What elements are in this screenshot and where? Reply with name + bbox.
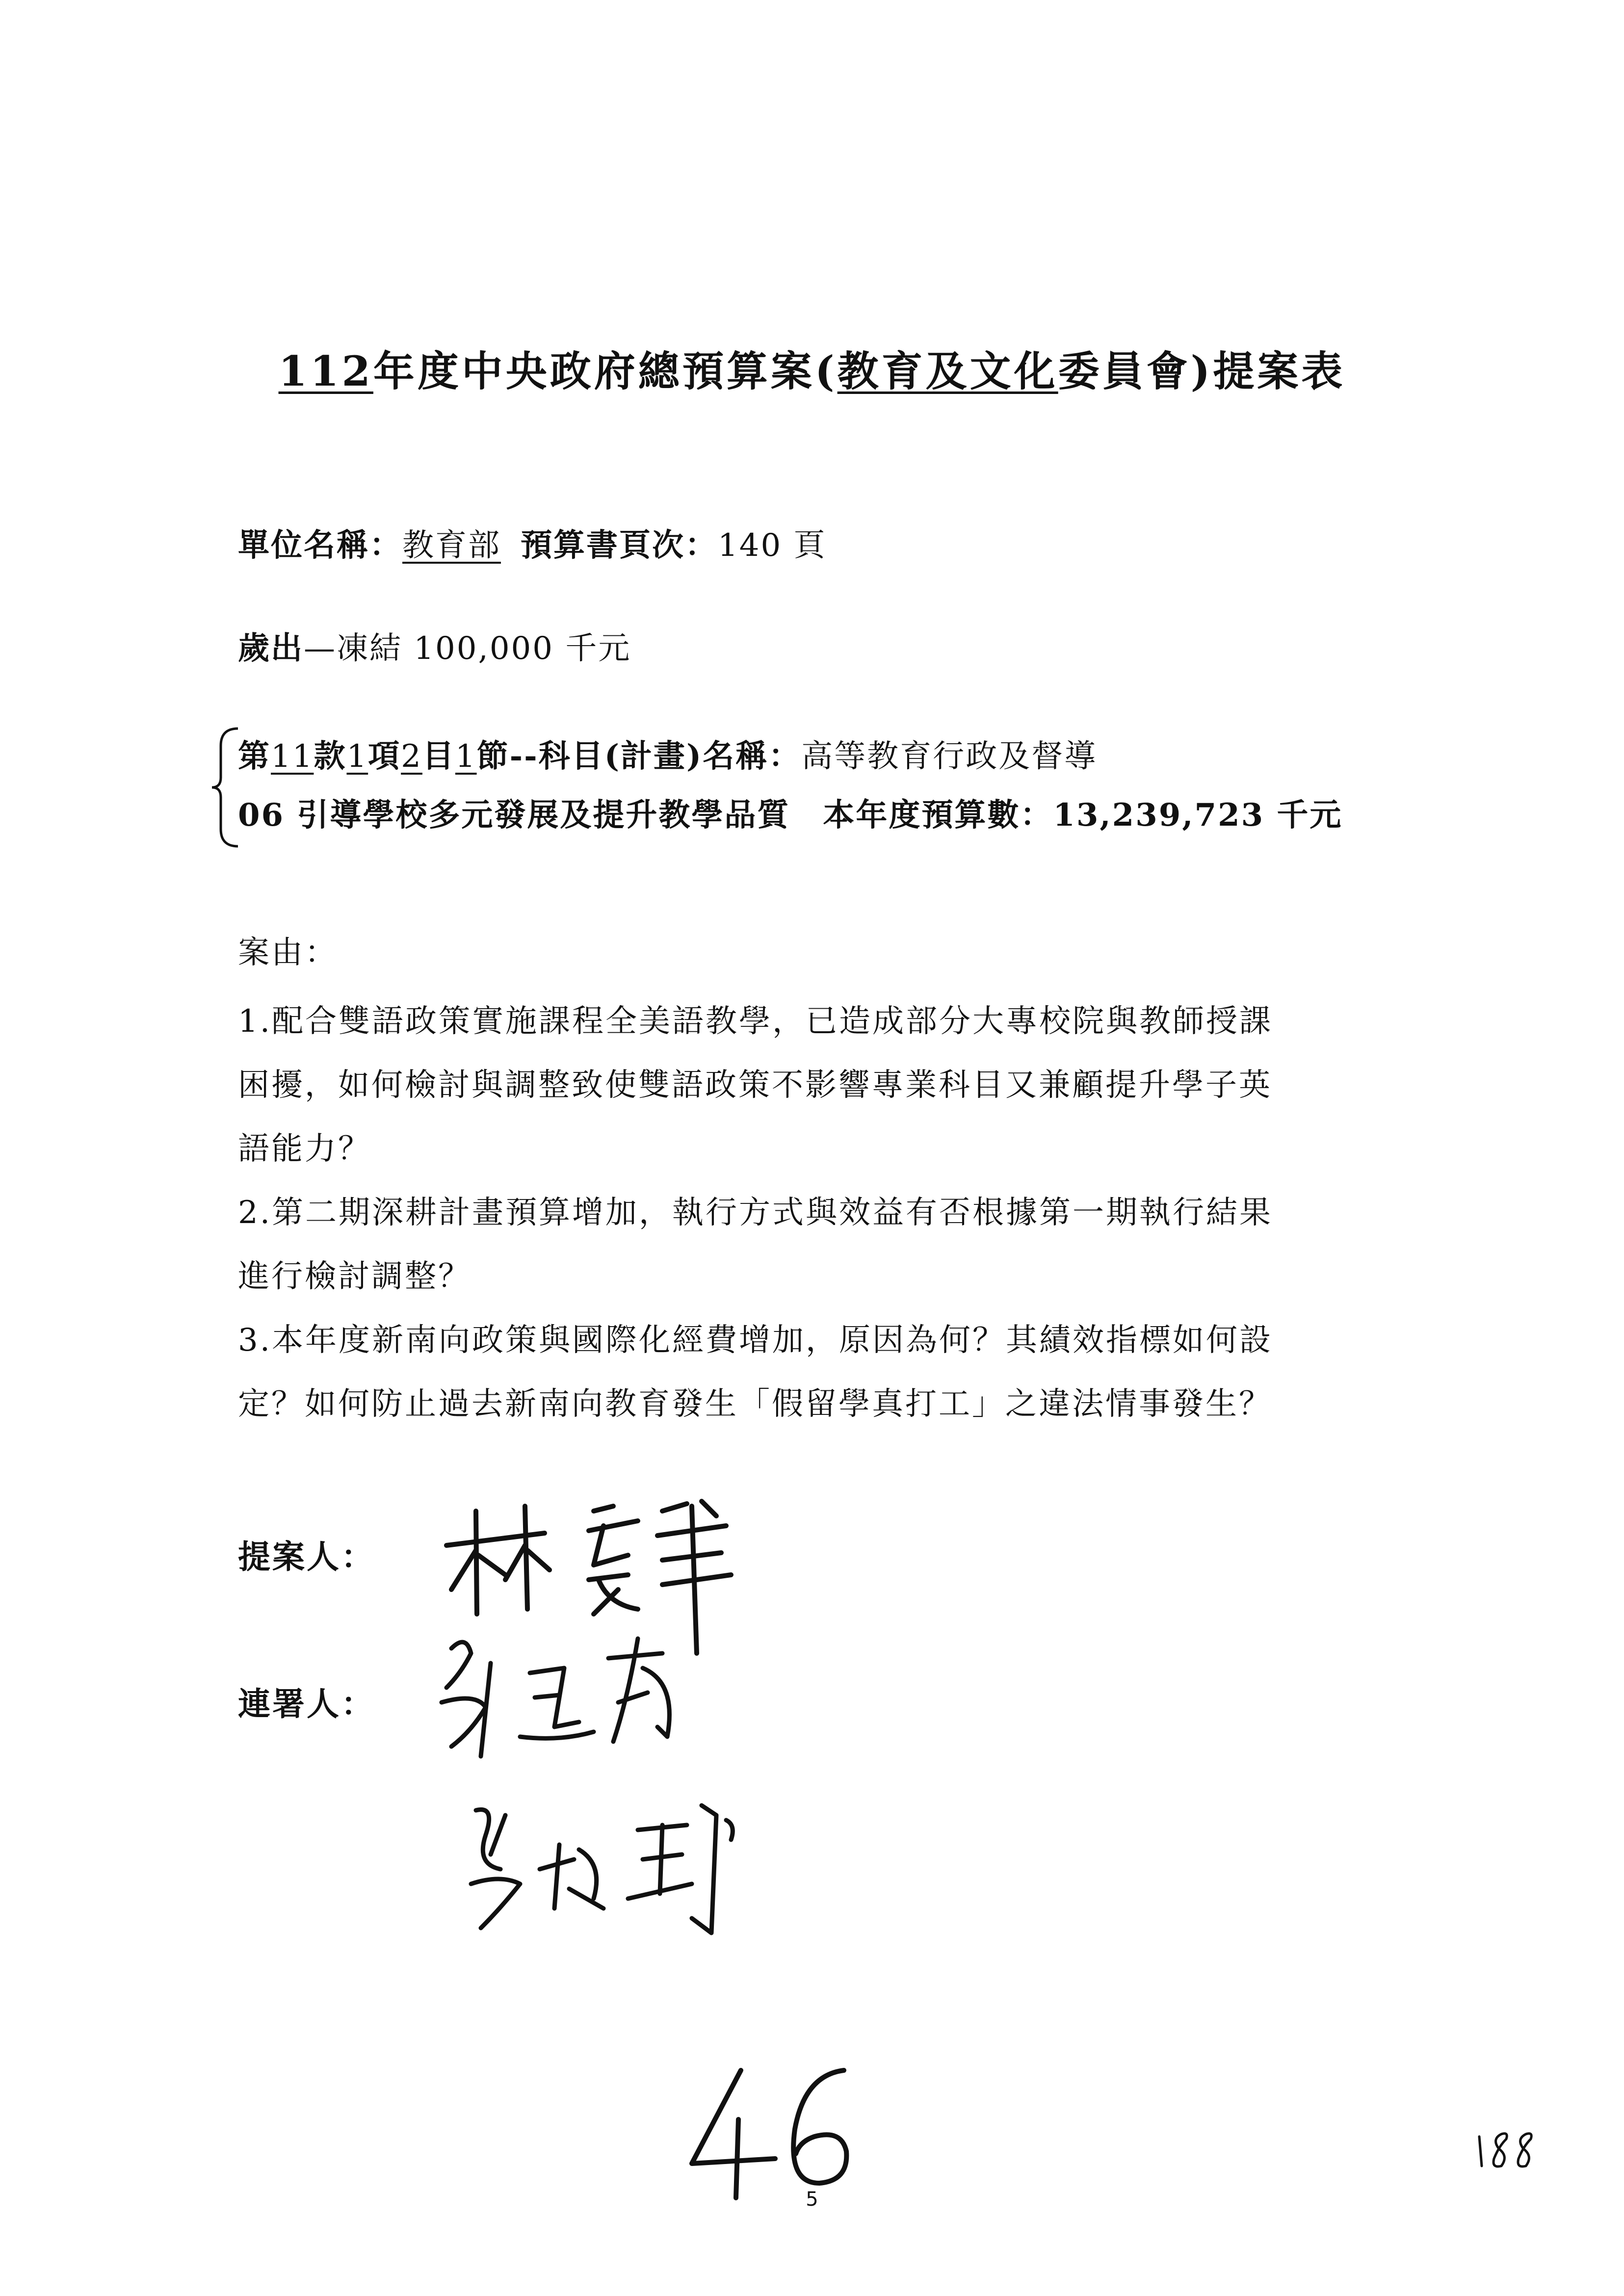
mu-number: 2	[401, 738, 422, 775]
reason-line: 2.第二期深耕計畫預算增加，執行方式與效益有否根據第一期執行結果	[238, 1195, 1273, 1231]
xiang-suffix: 項	[368, 738, 401, 775]
cosigner-label: 連署人：	[238, 1685, 375, 1723]
title-pre: 年度中央政府總預算案(	[373, 347, 838, 395]
cosigner-signature-1	[432, 1619, 697, 1766]
expenditure-text: —凍結 100,000 千元	[304, 630, 631, 667]
expenditure-line	[238, 623, 631, 668]
cosigner-signature-2	[456, 1786, 760, 1948]
proposer-label: 提案人：	[238, 1538, 375, 1576]
mu-suffix: 目	[422, 738, 455, 775]
reason-line: 定？如何防止過去新南向教育發生「假留學真打工」之違法情事發生？	[238, 1386, 1272, 1422]
handwritten-number	[682, 2056, 868, 2203]
reason-label: 案由：	[238, 935, 338, 971]
reason-line: 困擾，如何檢討與調整致使雙語政策不影響專業科目又兼顧提升學子英	[238, 1067, 1272, 1103]
form-title	[0, 339, 1624, 398]
kuan-suffix: 款	[314, 738, 347, 775]
left-brace	[211, 726, 240, 849]
kuan-number: 11	[271, 738, 314, 775]
page-number: 5	[806, 2188, 818, 2211]
subject-name: 高等教育行政及督導	[801, 738, 1098, 775]
title-year: 112	[278, 347, 373, 395]
item-line-2: 06 引導學校多元發展及提升教學品質 本年度預算數：13,239,723 千元	[238, 797, 1343, 834]
page-label: 預算書頁次：	[521, 527, 718, 564]
reason-line: 3.本年度新南向政策與國際化經費增加，原因為何？其績效指標如何設	[238, 1322, 1273, 1358]
reason-line: 1.配合雙語政策實施課程全美語教學，已造成部分大專校院與教師授課	[238, 1003, 1273, 1040]
jie-suffix: 節--科目(計畫)名稱：	[476, 738, 802, 775]
xiang-number: 1	[346, 738, 368, 775]
title-post: 委員會)提案表	[1058, 347, 1346, 395]
page-value: 140 頁	[718, 527, 827, 564]
title-committee: 教育及文化	[837, 347, 1058, 395]
item-line-1	[238, 731, 1097, 776]
reason-line: 進行檢討調整？	[238, 1258, 471, 1295]
kuan-prefix: 第	[238, 738, 271, 775]
unit-line	[238, 520, 827, 565]
expenditure-label: 歲出	[238, 630, 304, 667]
jie-number: 1	[455, 738, 477, 775]
reason-line: 語能力？	[238, 1131, 371, 1167]
unit-name: 教育部	[402, 527, 501, 564]
unit-label: 單位名稱：	[238, 527, 402, 564]
handwritten-corner-number	[1472, 2124, 1545, 2173]
